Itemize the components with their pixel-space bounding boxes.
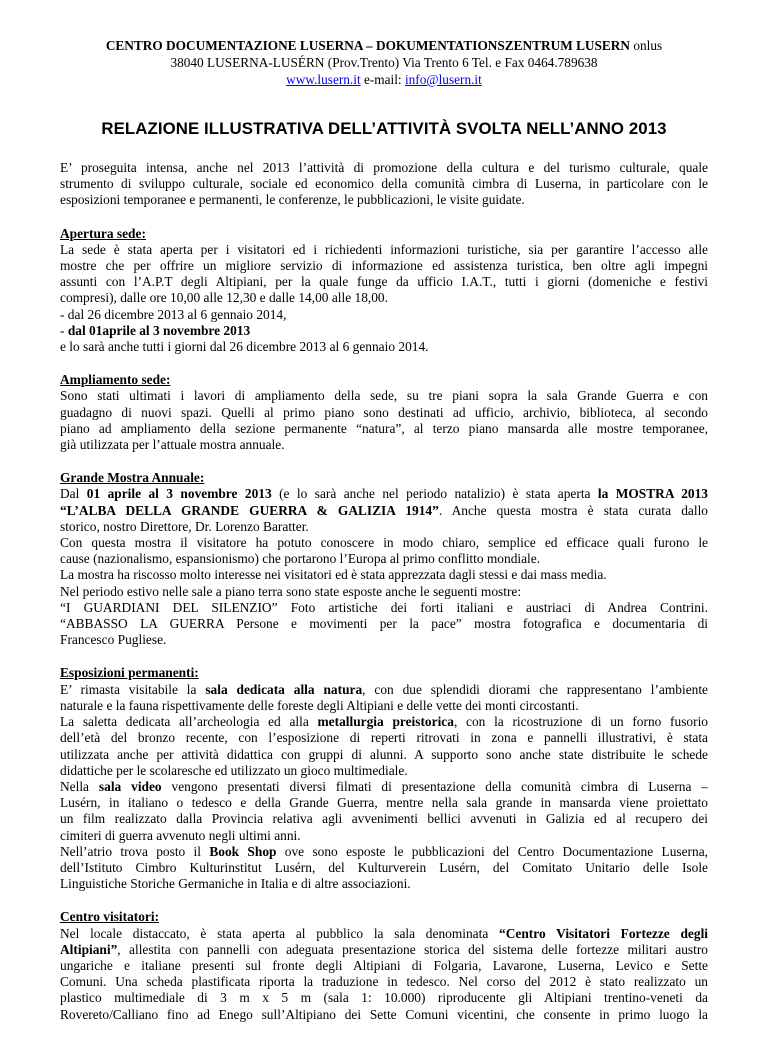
section-heading: Grande Mostra Annuale:: [60, 470, 205, 486]
header-contacts: [60, 72, 708, 89]
text-line: un film realizzato dalla Provincia relativa agli avvenimenti bellici avvenuti in Galizia ed al recupero dei: [60, 811, 708, 827]
text-line: strumento di sviluppo culturale, sociale ed economico della comunità cimbra di Luserna, in particolare con le: [60, 176, 708, 192]
section-esposizioni: [60, 665, 708, 892]
text-line: Lusérn, in italiano o tedesco e della Grande Guerra, mentre nella sala grande in mansarda viene proiettato: [60, 795, 708, 811]
text-line: La mostra ha riscosso molto interesse nei visitatori ed è stata apprezzata dagli stessi e dai mass media.: [60, 567, 607, 583]
text-line: Altipiani”, allestita con pannelli con adeguata presentazione storica del sistema delle fortezze militari austro: [60, 941, 708, 957]
section-heading: Centro visitatori:: [60, 909, 160, 925]
section-heading: Apertura sede:: [60, 225, 146, 241]
text-line: Comuni. Una scheda plastificata riporta la traduzione in tedesco. Nel corso del 2012 è stato realizzato un: [60, 974, 708, 990]
text-line: compresi), dalle ore 10,00 alle 12,30 e dalle 14,00 alle 18,00.: [60, 290, 388, 306]
section-heading: Esposizioni permanenti:: [60, 665, 199, 681]
text-line: esposizioni temporanee e permanenti, le conferenze, le pubblicazioni, le visite guidate.: [60, 192, 525, 208]
text-line: Nel locale distaccato, è stata aperta al pubblico la sala denominata “Centro Visitatori Fortezze degli: [60, 925, 709, 941]
text-line: storico, nostro Direttore, Dr. Lorenzo Baratter.: [60, 518, 309, 534]
website-link[interactable]: www.lusern.it: [286, 72, 361, 87]
text-line: didattiche per le scolaresche ed utilizzato un gioco multimediale.: [60, 762, 408, 778]
text-line: assunti con l’A.P.T degli Altipiani, per la quale funge da ufficio I.A.T., tutti i giorni (domeniche e festivi: [60, 274, 708, 290]
text-line: dell’età del bronzo recente, con l’esposizione di reperti ritrovati in zona e pannelli illustrativi, è stata: [60, 730, 708, 746]
text-line: piano ad ampliamento della sezione permanente “natura”, al terzo piano mansarda alle mostre temporanee,: [60, 420, 708, 436]
section-mostra: [60, 470, 708, 648]
section-centro: [60, 909, 708, 1022]
text-line: Nella sala video vengono presentati diversi filmati di presentazione della comunità cimbra di Luserna –: [60, 778, 709, 794]
intro-paragraph: [60, 160, 708, 209]
text-line: La saletta dedicata all’archeologia ed alla metallurgia preistorica, con la ricostruzione di un forno fusorio: [60, 714, 708, 730]
text-line: E’ proseguita intensa, anche nel 2013 l’attività di promozione della cultura e del turismo culturale, quale: [60, 160, 708, 175]
exhibition-title: “L’ALBA DELLA GRANDE GUERRA & GALIZIA 1914”: [60, 502, 439, 518]
text-line: cimiteri di guerra avvenuto negli ultimi anni.: [60, 827, 301, 843]
text-line: “L’ALBA DELLA GRANDE GUERRA & GALIZIA 1914”. Anche questa mostra è stata curata dallo: [60, 502, 708, 518]
email-link[interactable]: info@lusern.it: [404, 72, 482, 87]
header-address: 38040 LUSERNA-LUSÉRN (Prov.Trento) Via Trento 6 Tel. e Fax 0464.789638: [170, 55, 598, 70]
section-ampliamento: [60, 372, 708, 453]
text-line: Rovereto/Calliano fino ad Enego sull’Altipiano dei Sette Comuni vicentini, che consente in primo luogo la: [60, 1006, 708, 1022]
bold-dates: dal 01aprile al 3 novembre 2013: [67, 322, 251, 338]
text-line: naturale e la fauna rispettivamente delle foreste degli Altipiani e delle vette dei monti circostanti.: [60, 697, 579, 713]
text-line: ungariche e italiane presenti sul fronte degli Altipiani di Folgaria, Lavarone, Luserna, Levico e Sette: [60, 957, 708, 973]
text-line: Sono stati ultimati i lavori di ampliamento della sede, su tre piani sopra la sala Grande Guerra e con: [60, 388, 708, 404]
text-line: cause (nazionalismo, espansionismo) che portarono l’Europa al primo conflitto mondiale.: [60, 551, 541, 567]
text-line: utilizzata anche per attività didattica con gruppi di alunni. A supporto sono anche state distribuite le schede: [60, 746, 708, 762]
text-line: guadagno di nuovi spazi. Quelli al primo piano sono destinati ad ufficio, archivio, biblioteca, al secondo: [60, 404, 708, 420]
email-label: e-mail:: [360, 72, 405, 87]
text-line: Dal 01 aprile al 3 novembre 2013 (e lo sarà anche nel periodo natalizio) è stata aperta la MOSTRA 2013: [60, 486, 708, 502]
org-suffix: onlus: [630, 38, 663, 53]
document-body: [60, 160, 708, 1040]
text-line: mostre che per offrire un migliore servizio di informazione ed assistenza turistica, ben oltre agli impegni: [60, 258, 708, 274]
text-line: E’ rimasta visitabile la sala dedicata alla natura, con due splendidi diorami che rappresentano l’ambiente: [60, 681, 708, 697]
text-line: Nel periodo estivo nelle sale a piano terra sono state esposte anche le seguenti mostre:: [60, 583, 522, 599]
text-line: Con questa mostra il visitatore ha potuto conoscere in modo chiaro, semplice ed efficace quali furono le: [60, 535, 708, 551]
text-line: dell’Istituto Cimbro Kulturinstitut Lusérn, del Kulturverein Lusérn, del Comitato Unitario delle Isole: [60, 859, 708, 875]
text-line: - dal 01aprile al 3 novembre 2013: [60, 322, 251, 338]
text-line: Francesco Pugliese.: [60, 632, 167, 648]
text-line: già utilizzata per l’attuale mostra annuale.: [60, 437, 285, 453]
text-line: La sede è stata aperta per i visitatori ed i richiedenti informazioni turistiche, sia per garantire l’accesso alle: [60, 241, 708, 257]
document-title: RELAZIONE ILLUSTRATIVA DELL’ATTIVITÀ SVOLTA NELL’ANNO 2013: [101, 119, 667, 138]
section-heading: Ampliamento sede:: [60, 372, 171, 388]
text-line: “I GUARDIANI DEL SILENZIO” Foto artistiche dei forti italiani e austriaci di Andrea Contrini.: [60, 599, 708, 615]
text-line: Nell’atrio trova posto il Book Shop ove sono esposte le pubblicazioni del Centro Documentazione Luserna,: [60, 843, 708, 859]
text-line: Linguistiche Storiche Germaniche in Italia e di altre associazioni.: [60, 876, 411, 892]
text-line: e lo sarà anche tutti i giorni dal 26 dicembre 2013 al 6 gennaio 2014.: [60, 339, 429, 355]
text-line: “ABBASSO LA GUERRA Persone e movimenti per la pace” mostra fotografica e documentaria di: [60, 616, 708, 632]
header-org-line: [60, 38, 708, 55]
text-line: plastico multimediale di 3 m x 5 m (sala 1: 10.000) riproducente gli Altipiani trentino-veneti da: [60, 990, 708, 1006]
section-apertura: [60, 226, 708, 356]
org-name: CENTRO DOCUMENTAZIONE LUSERNA – DOKUMENTATIONSZENTRUM LUSERN: [105, 38, 631, 53]
text-line: - dal 26 dicembre 2013 al 6 gennaio 2014,: [60, 306, 287, 322]
